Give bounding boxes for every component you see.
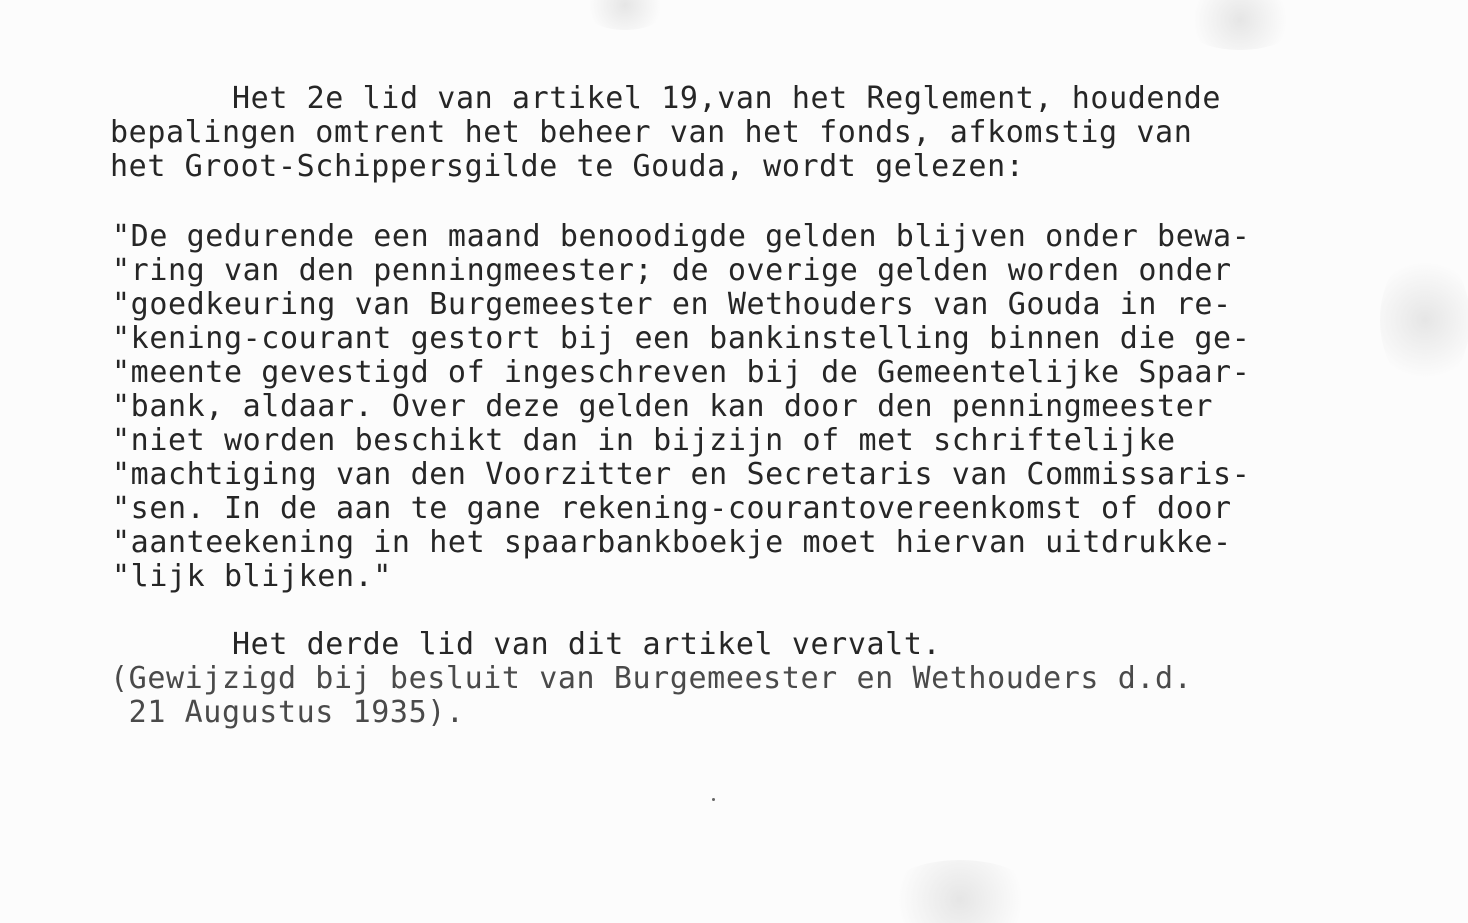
paper-smudge bbox=[580, 0, 670, 30]
amendment-line-2: 21 Augustus 1935). bbox=[110, 695, 465, 730]
quote-line-6: "bank, aldaar. Over deze gelden kan door den penningmeester bbox=[112, 389, 1214, 424]
intro-line-2: bepalingen omtrent het beheer van het fonds, afkomstig van bbox=[110, 115, 1193, 150]
quote-line-1: "De gedurende een maand benoodigde gelden blijven onder bewa- bbox=[112, 219, 1251, 254]
quote-line-11: "lijk blijken." bbox=[112, 559, 392, 594]
quote-line-2: "ring van den penningmeester; de overige gelden worden onder bbox=[112, 253, 1232, 288]
quote-line-10: "aanteekening in het spaarbankboekje moet hiervan uitdrukke- bbox=[112, 525, 1232, 560]
quote-line-9: "sen. In de aan te gane rekening-courantovereenkomst of door bbox=[112, 491, 1232, 526]
quote-line-3: "goedkeuring van Burgemeester en Wethouders van Gouda in re- bbox=[112, 287, 1232, 322]
quote-line-4: "kening-courant gestort bij een bankinstelling binnen die ge- bbox=[112, 321, 1251, 356]
intro-line-1: Het 2e lid van artikel 19,van het Reglement, houdende bbox=[232, 81, 1222, 116]
closing-line: Het derde lid van dit artikel vervalt. bbox=[232, 627, 942, 662]
quote-line-8: "machtiging van den Voorzitter en Secretaris van Commissaris- bbox=[112, 457, 1251, 492]
quote-line-7: "niet worden beschikt dan in bijzijn of met schriftelijke bbox=[112, 423, 1176, 458]
paper-smudge bbox=[1380, 250, 1468, 390]
quote-line-5: "meente gevestigd of ingeschreven bij de Gemeentelijke Spaar- bbox=[112, 355, 1251, 390]
paper-speck bbox=[712, 798, 715, 801]
intro-line-3: het Groot-Schippersgilde te Gouda, wordt gelezen: bbox=[110, 149, 1025, 184]
paper-smudge bbox=[1180, 0, 1300, 50]
amendment-line-1: (Gewijzigd bij besluit van Burgemeester en Wethouders d.d. bbox=[110, 661, 1193, 696]
paper-smudge bbox=[880, 860, 1040, 923]
